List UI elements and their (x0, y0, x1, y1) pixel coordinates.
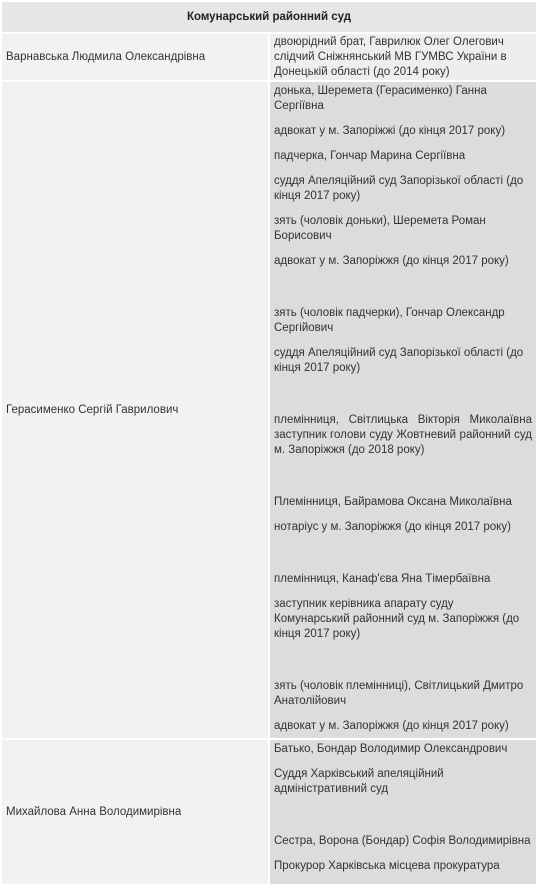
table-row (2, 82, 536, 738)
relative-line: суддя Апеляційний суд Запорізької області (до кінця 2017 року) (274, 175, 524, 202)
relative-line: адвокат у м. Запоріжжя (до кінця 2017 року) (274, 255, 509, 267)
relative-line: донька, Шеремета (Герасименко) Ганна Сергіївна (274, 85, 487, 112)
relative-line: суддя Апеляційний суд Запорізької області (до кінця 2017 року) (274, 347, 524, 374)
relative-line: двоюрідний брат, Гаврилюк Олег Олегович (274, 35, 504, 48)
relative-line: Батько, Бондар Володимир Олександрович (274, 743, 508, 755)
relatives-cell (270, 34, 536, 80)
relative-line: зять (чоловік племінниці), Світлицький Дмитро Анатолійович (274, 680, 524, 707)
relative-line: зять (чоловік доньки), Шеремета Роман Борисович (274, 215, 486, 242)
relative-line: слідчий Сніжнянський МВ ГУМВС України в Донецькій області (до 2014 року) (274, 50, 507, 78)
relative-line: адвокат у м. Запоріжжя (до кінця 2017 року) (274, 720, 509, 732)
relative-line: зять (чоловік падчерки), Гончар Олександр Сергійович (274, 307, 505, 334)
table-row (2, 740, 536, 884)
relative-line: падчерка, Гончар Марина Сергіївна (274, 150, 466, 162)
relative-line: заступник керівника апарату суду Комунарський районний суд м. Запоріжжя (до кінця 2017 року) (274, 598, 520, 640)
table-header-row (2, 2, 536, 32)
relative-line: Прокурор Харківська місцева прокуратура (274, 860, 500, 872)
relative-line: Сестра, Ворона (Бондар) Софія Володимирівна (274, 835, 531, 847)
relatives-cell (270, 740, 536, 884)
table-row (2, 34, 536, 80)
court-name-header: Комунарський районний суд (2, 2, 536, 32)
relative-line: нотаріус у м. Запоріжжя (до кінця 2017 року) (274, 521, 511, 533)
relative-line: Племінниця, Байрамова Оксана Миколаївна (274, 496, 512, 508)
relative-line: племінниця, Канаф'єва Яна Тімербаївна (274, 573, 491, 585)
judge-name: Михайлова Анна Володимирівна (2, 740, 268, 884)
judge-name: Варнавська Людмила Олександрівна (2, 34, 268, 80)
judge-name: Герасименко Сергій Гаврилович (2, 82, 268, 738)
relative-line: Суддя Харківський апеляційний адміністративний суд (274, 768, 444, 795)
relative-line: племінниця, Світлицька Вікторія Миколаївна заступник голови суду Жовтневий районний суд м. Запоріжжя (до 2018 року) (274, 414, 532, 456)
relative-line: адвокат у м. Запоріжжі (до кінця 2017 року) (274, 125, 506, 137)
relatives-cell (270, 82, 536, 738)
